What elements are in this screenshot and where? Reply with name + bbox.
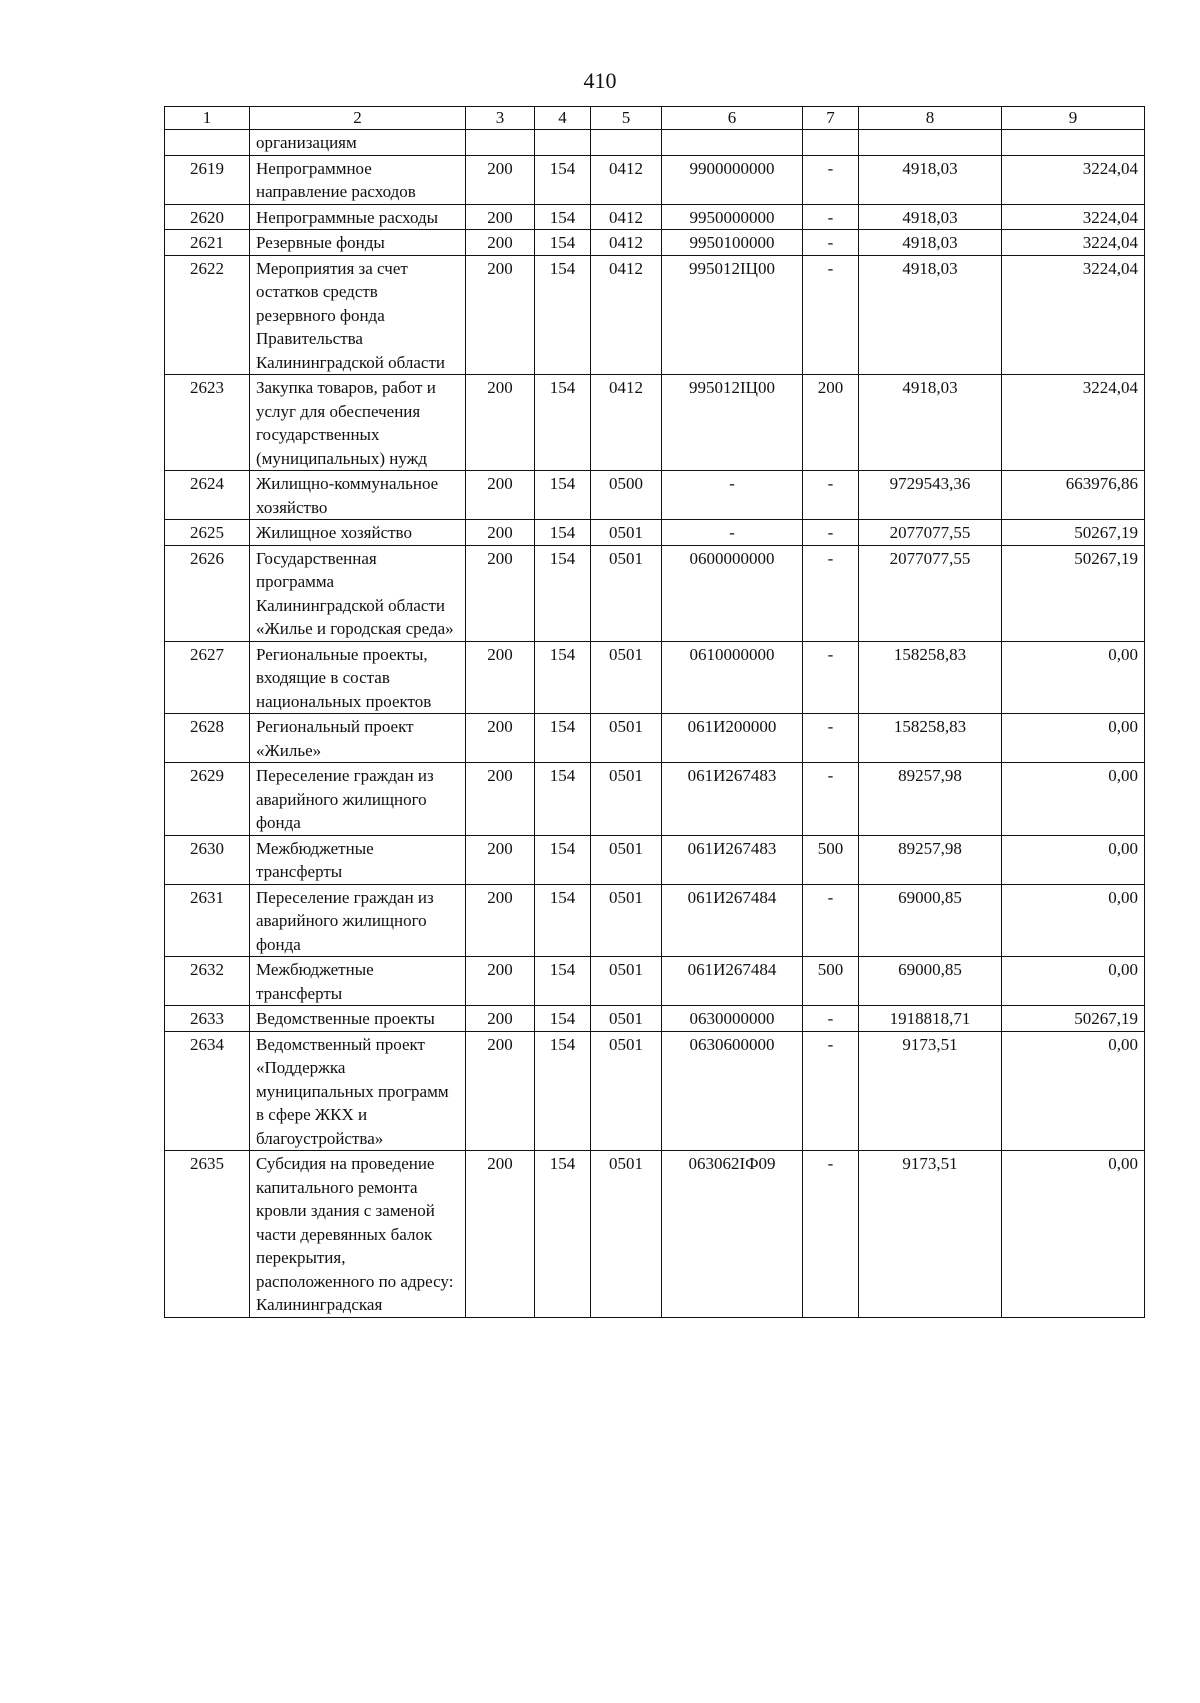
table-row xyxy=(165,1031,1145,1151)
table-row xyxy=(165,957,1145,1006)
code-3-cell: 200 xyxy=(466,1031,535,1151)
code-4-cell: 154 xyxy=(535,230,591,256)
expense-type-cell: - xyxy=(803,471,859,520)
target-code-cell: 061И267483 xyxy=(662,835,803,884)
expense-type-cell: - xyxy=(803,1031,859,1151)
expense-type-cell: - xyxy=(803,1006,859,1032)
item-name-cell: Резервные фонды xyxy=(250,230,466,256)
section-code-cell: 0412 xyxy=(591,375,662,471)
expense-type-cell: - xyxy=(803,230,859,256)
item-name-cell: Непрограммное направление расходов xyxy=(250,155,466,204)
code-4-cell: 154 xyxy=(535,520,591,546)
section-code-cell: 0412 xyxy=(591,230,662,256)
expense-type-cell: - xyxy=(803,763,859,836)
table-row xyxy=(165,714,1145,763)
expense-type-cell: 500 xyxy=(803,957,859,1006)
target-code-cell: 995012IЦ00 xyxy=(662,375,803,471)
amount-9-cell: 0,00 xyxy=(1002,714,1145,763)
col-header-3: 3 xyxy=(466,107,535,130)
item-name-cell: Региональный проект «Жилье» xyxy=(250,714,466,763)
table-row xyxy=(165,545,1145,641)
col-header-6: 6 xyxy=(662,107,803,130)
item-name-cell: Мероприятия за счет остатков средств резервного фонда Правительства Калининградской области xyxy=(250,255,466,375)
expense-type-cell xyxy=(803,130,859,156)
table-row xyxy=(165,375,1145,471)
code-3-cell: 200 xyxy=(466,835,535,884)
table-row xyxy=(165,520,1145,546)
section-code-cell xyxy=(591,130,662,156)
page-number: 410 xyxy=(583,68,617,93)
amount-8-cell: 69000,85 xyxy=(859,884,1002,957)
amount-8-cell: 9729543,36 xyxy=(859,471,1002,520)
amount-9-cell xyxy=(1002,130,1145,156)
col-header-2: 2 xyxy=(250,107,466,130)
target-code-cell: 0610000000 xyxy=(662,641,803,714)
table-row xyxy=(165,155,1145,204)
expense-type-cell: - xyxy=(803,714,859,763)
amount-9-cell: 0,00 xyxy=(1002,763,1145,836)
code-3-cell: 200 xyxy=(466,545,535,641)
row-number-cell xyxy=(165,130,250,156)
target-code-cell: 9900000000 xyxy=(662,155,803,204)
code-4-cell: 154 xyxy=(535,255,591,375)
table-row xyxy=(165,130,1145,156)
table-row xyxy=(165,255,1145,375)
code-4-cell: 154 xyxy=(535,545,591,641)
amount-9-cell: 0,00 xyxy=(1002,957,1145,1006)
row-number-cell: 2628 xyxy=(165,714,250,763)
amount-9-cell: 663976,86 xyxy=(1002,471,1145,520)
amount-8-cell: 158258,83 xyxy=(859,714,1002,763)
amount-9-cell: 0,00 xyxy=(1002,884,1145,957)
target-code-cell: 0630600000 xyxy=(662,1031,803,1151)
target-code-cell: 0600000000 xyxy=(662,545,803,641)
section-code-cell: 0501 xyxy=(591,884,662,957)
code-3-cell: 200 xyxy=(466,1151,535,1318)
item-name-cell: Жилищно-коммунальное хозяйство xyxy=(250,471,466,520)
expense-type-cell: - xyxy=(803,884,859,957)
amount-8-cell: 4918,03 xyxy=(859,155,1002,204)
expense-type-cell: - xyxy=(803,204,859,230)
col-header-1: 1 xyxy=(165,107,250,130)
amount-9-cell: 0,00 xyxy=(1002,641,1145,714)
amount-8-cell: 2077077,55 xyxy=(859,520,1002,546)
item-name-cell: Государственная программа Калининградской области «Жилье и городская среда» xyxy=(250,545,466,641)
amount-8-cell: 89257,98 xyxy=(859,763,1002,836)
item-name-cell: Ведомственный проект «Поддержка муниципальных программ в сфере ЖКХ и благоустройства» xyxy=(250,1031,466,1151)
target-code-cell xyxy=(662,130,803,156)
code-3-cell: 200 xyxy=(466,520,535,546)
row-number-cell: 2626 xyxy=(165,545,250,641)
table-row xyxy=(165,471,1145,520)
code-4-cell: 154 xyxy=(535,763,591,836)
code-4-cell: 154 xyxy=(535,835,591,884)
expense-type-cell: - xyxy=(803,1151,859,1318)
table-body xyxy=(165,130,1145,1318)
amount-9-cell: 50267,19 xyxy=(1002,1006,1145,1032)
table-row xyxy=(165,763,1145,836)
item-name-cell: Непрограммные расходы xyxy=(250,204,466,230)
col-header-4: 4 xyxy=(535,107,591,130)
table-row xyxy=(165,641,1145,714)
amount-9-cell: 3224,04 xyxy=(1002,230,1145,256)
expense-type-cell: - xyxy=(803,155,859,204)
amount-8-cell: 4918,03 xyxy=(859,255,1002,375)
target-code-cell: - xyxy=(662,471,803,520)
code-3-cell: 200 xyxy=(466,471,535,520)
code-4-cell: 154 xyxy=(535,884,591,957)
code-3-cell: 200 xyxy=(466,884,535,957)
row-number-cell: 2633 xyxy=(165,1006,250,1032)
amount-9-cell: 3224,04 xyxy=(1002,155,1145,204)
amount-8-cell: 1918818,71 xyxy=(859,1006,1002,1032)
item-name-cell: Переселение граждан из аварийного жилищного фонда xyxy=(250,763,466,836)
section-code-cell: 0501 xyxy=(591,1151,662,1318)
amount-8-cell xyxy=(859,130,1002,156)
target-code-cell: 9950000000 xyxy=(662,204,803,230)
amount-8-cell: 2077077,55 xyxy=(859,545,1002,641)
amount-9-cell: 50267,19 xyxy=(1002,520,1145,546)
target-code-cell: 0630000000 xyxy=(662,1006,803,1032)
amount-9-cell: 3224,04 xyxy=(1002,204,1145,230)
code-4-cell: 154 xyxy=(535,714,591,763)
code-3-cell: 200 xyxy=(466,1006,535,1032)
row-number-cell: 2625 xyxy=(165,520,250,546)
amount-9-cell: 3224,04 xyxy=(1002,255,1145,375)
code-4-cell: 154 xyxy=(535,155,591,204)
col-header-8: 8 xyxy=(859,107,1002,130)
code-3-cell: 200 xyxy=(466,255,535,375)
row-number-cell: 2634 xyxy=(165,1031,250,1151)
budget-table xyxy=(164,106,1145,1318)
section-code-cell: 0412 xyxy=(591,155,662,204)
code-4-cell: 154 xyxy=(535,641,591,714)
amount-8-cell: 4918,03 xyxy=(859,230,1002,256)
amount-9-cell: 0,00 xyxy=(1002,835,1145,884)
amount-9-cell: 3224,04 xyxy=(1002,375,1145,471)
item-name-cell: Межбюджетные трансферты xyxy=(250,957,466,1006)
item-name-cell: Межбюджетные трансферты xyxy=(250,835,466,884)
code-4-cell: 154 xyxy=(535,1031,591,1151)
code-4-cell: 154 xyxy=(535,471,591,520)
item-name-cell: Переселение граждан из аварийного жилищного фонда xyxy=(250,884,466,957)
expense-type-cell: - xyxy=(803,520,859,546)
amount-8-cell: 9173,51 xyxy=(859,1031,1002,1151)
table-row xyxy=(165,884,1145,957)
code-3-cell: 200 xyxy=(466,641,535,714)
row-number-cell: 2630 xyxy=(165,835,250,884)
code-3-cell: 200 xyxy=(466,230,535,256)
expense-type-cell: - xyxy=(803,641,859,714)
code-4-cell: 154 xyxy=(535,1006,591,1032)
target-code-cell: 995012IЦ00 xyxy=(662,255,803,375)
section-code-cell: 0501 xyxy=(591,1006,662,1032)
section-code-cell: 0412 xyxy=(591,204,662,230)
item-name-cell: Закупка товаров, работ и услуг для обеспечения государственных (муниципальных) нужд xyxy=(250,375,466,471)
section-code-cell: 0501 xyxy=(591,714,662,763)
code-4-cell: 154 xyxy=(535,1151,591,1318)
target-code-cell: 061И200000 xyxy=(662,714,803,763)
amount-8-cell: 4918,03 xyxy=(859,204,1002,230)
col-header-5: 5 xyxy=(591,107,662,130)
code-3-cell: 200 xyxy=(466,714,535,763)
code-4-cell: 154 xyxy=(535,375,591,471)
target-code-cell: 061И267483 xyxy=(662,763,803,836)
expense-type-cell: - xyxy=(803,545,859,641)
code-3-cell: 200 xyxy=(466,375,535,471)
code-3-cell xyxy=(466,130,535,156)
table-row xyxy=(165,1151,1145,1318)
target-code-cell: 061И267484 xyxy=(662,957,803,1006)
row-number-cell: 2635 xyxy=(165,1151,250,1318)
code-4-cell: 154 xyxy=(535,204,591,230)
col-header-9: 9 xyxy=(1002,107,1145,130)
table-row xyxy=(165,1006,1145,1032)
code-3-cell: 200 xyxy=(466,204,535,230)
expense-type-cell: 500 xyxy=(803,835,859,884)
row-number-cell: 2629 xyxy=(165,763,250,836)
row-number-cell: 2622 xyxy=(165,255,250,375)
amount-8-cell: 9173,51 xyxy=(859,1151,1002,1318)
item-name-cell: Ведомственные проекты xyxy=(250,1006,466,1032)
col-header-7: 7 xyxy=(803,107,859,130)
amount-9-cell: 0,00 xyxy=(1002,1151,1145,1318)
row-number-cell: 2619 xyxy=(165,155,250,204)
section-code-cell: 0501 xyxy=(591,520,662,546)
row-number-cell: 2621 xyxy=(165,230,250,256)
section-code-cell: 0501 xyxy=(591,763,662,836)
expense-type-cell: 200 xyxy=(803,375,859,471)
target-code-cell: 061И267484 xyxy=(662,884,803,957)
amount-8-cell: 69000,85 xyxy=(859,957,1002,1006)
section-code-cell: 0501 xyxy=(591,641,662,714)
item-name-cell: Региональные проекты, входящие в состав национальных проектов xyxy=(250,641,466,714)
item-name-cell: Жилищное хозяйство xyxy=(250,520,466,546)
target-code-cell: 063062IФ09 xyxy=(662,1151,803,1318)
row-number-cell: 2624 xyxy=(165,471,250,520)
section-code-cell: 0501 xyxy=(591,835,662,884)
section-code-cell: 0412 xyxy=(591,255,662,375)
code-4-cell xyxy=(535,130,591,156)
row-number-cell: 2623 xyxy=(165,375,250,471)
item-name-cell: организациям xyxy=(250,130,466,156)
row-number-cell: 2632 xyxy=(165,957,250,1006)
amount-8-cell: 4918,03 xyxy=(859,375,1002,471)
table-row xyxy=(165,204,1145,230)
code-3-cell: 200 xyxy=(466,763,535,836)
table-row xyxy=(165,835,1145,884)
section-code-cell: 0501 xyxy=(591,545,662,641)
section-code-cell: 0501 xyxy=(591,1031,662,1151)
code-3-cell: 200 xyxy=(466,957,535,1006)
section-code-cell: 0501 xyxy=(591,957,662,1006)
item-name-cell: Субсидия на проведение капитального ремонта кровли здания с заменой части деревянных балок перекрытия, расположенного по адресу: Калининградская xyxy=(250,1151,466,1318)
header-row xyxy=(165,107,1145,130)
row-number-cell: 2620 xyxy=(165,204,250,230)
amount-9-cell: 50267,19 xyxy=(1002,545,1145,641)
row-number-cell: 2627 xyxy=(165,641,250,714)
amount-9-cell: 0,00 xyxy=(1002,1031,1145,1151)
expense-type-cell: - xyxy=(803,255,859,375)
code-4-cell: 154 xyxy=(535,957,591,1006)
target-code-cell: - xyxy=(662,520,803,546)
target-code-cell: 9950100000 xyxy=(662,230,803,256)
code-3-cell: 200 xyxy=(466,155,535,204)
section-code-cell: 0500 xyxy=(591,471,662,520)
amount-8-cell: 158258,83 xyxy=(859,641,1002,714)
row-number-cell: 2631 xyxy=(165,884,250,957)
table-row xyxy=(165,230,1145,256)
amount-8-cell: 89257,98 xyxy=(859,835,1002,884)
